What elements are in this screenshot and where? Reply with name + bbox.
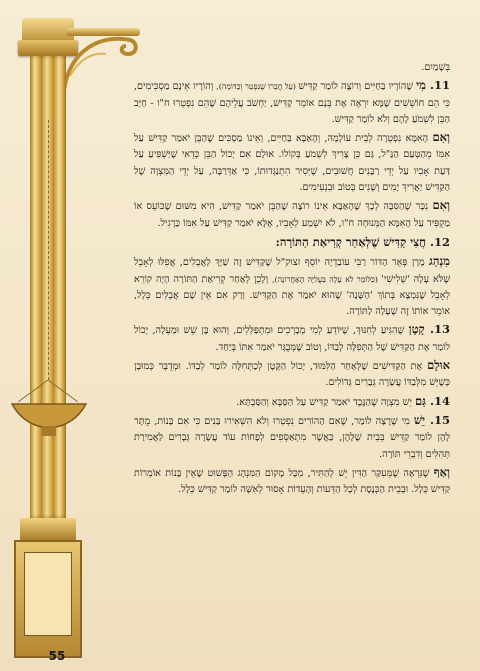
paragraph-text-continued: וְלָכֵן לְאַחַר קְרִיאַת הַתּוֹרָה הָיָה קוֹרֵא לְאָבֵל שֶׁנִּמְצָא בְּתוֹךְ 'הַשָּׁנָה' שֶׁהוּא יֹאמַר אֶת הַקַּדִּישׁ. וְרַק אִם אֵין שָׁם אֲבֵלִים כְּלָל, אוֹמֵר אוֹתוֹ זֶה שֶׁעָלָה לַתּוֹרָה. — [134, 273, 450, 318]
paragraph-11 — [134, 77, 450, 128]
paragraph-text: אֶת הַקַּדִּישִׁים שֶׁלְּאַחַר הַלִּמּוּד, יָכוֹל הַקָּטָן לְכַתְּחִלָּה לוֹמַר לְבַדּוֹ. וּמְדֻבָּר כְּמוּבָן כְּשֶׁיֵּשׁ מִלְּבַדּוֹ עֲשָׂרָה גְּבָרִים גְּדוֹלִים. — [134, 361, 450, 389]
oil-lamp-icon — [8, 380, 94, 440]
paragraph-lead: מִנְהַג — [429, 254, 450, 269]
paragraph-text: נִכָּר שֶׁהַסִּבָּה לְכָךְ שֶׁהָאַבָּא אֵינוֹ רוֹצֶה שֶׁהַבֵּן יֹאמַר קַדִּישׁ, הִיא מִשּׁוּם שֶׁכּוֹעֵס אוֹ מַקְפִּיד עַל הָאִמָּא הַמְּנוּחָה ח"ו, לֹא יִשְׁמַע לְאָבִיו, אֶלָּא יֹאמַר קַדִּישׁ עַל אִמּוֹ כָּרָגִיל. — [134, 201, 450, 229]
scroll-ornament — [60, 30, 140, 100]
column-base — [20, 518, 76, 542]
paragraph-text: שֶׁנִּרְאֶה שֶׁמֵּעִקַּר הַדִּין יֵשׁ לְהַתִּיר, מִכָּל מָקוֹם הַמִּנְהָג הַפָּשׁוּט שֶׁאֵין בָּנוֹת אוֹמְרוֹת קַדִּישׁ כְּלָל. וּבְבֵית הַכְּנֶסֶת לְכָל הַדֵּעוֹת וְהָעֵדוֹת אָסוּר לְאִשָּׁה לוֹמַר קַדִּישׁ כְּלָל. — [134, 467, 450, 496]
paragraph-custom-women — [134, 464, 450, 499]
paragraph-mother-deceased — [134, 129, 450, 196]
paragraph-lead: וְאַף — [433, 464, 450, 479]
paragraph-lead: וְאִם — [432, 198, 450, 213]
paragraph-custom — [134, 253, 450, 320]
paragraph-note: (עַל חֲבֵרוֹ שֶׁנִּפְטַר וְכַדּוֹמֶה), — [216, 82, 299, 92]
paragraph-continuation — [134, 60, 450, 76]
paragraph-father-angry — [134, 197, 450, 232]
section-heading-12: 12. חֲצִי קַדִּישׁ שֶׁלְּאַחַר קְרִיאַת הַתּוֹרָה: — [275, 234, 450, 249]
paragraph-lead: 11. מִי — [416, 78, 450, 93]
paragraph-lead: 13. קָטָן — [408, 322, 450, 337]
paragraph-13 — [134, 321, 450, 356]
paragraph-however — [134, 357, 450, 392]
paragraph-text: מִי שֶׁרָצָה לוֹמַר, שֶׁאִם הַהוֹרִים נִפְטְרוּ וְלֹא הִשְׁאִירוּ בָּנִים כִּי אִם בָּנוֹת, מֻתָּר לָהֶן לוֹמַר קַדִּישׁ בְּבֵית שֶׁלָּהֶן, כַּאֲשֶׁר מִתְאַסְּפִים לְפָחוֹת עוֹד עֲשָׂרָה גְּבָרִים לַאֲמִירַת תְּהִלִּים וְדִבְרֵי תּוֹרָה. — [134, 415, 450, 460]
paragraph-lead: 14. גַּם — [415, 393, 450, 408]
paragraph-note: (כִּלּוֹמַר לֹא עָלָה בַּעֲלִיָּה הָאַחֲרוֹנָה), — [272, 274, 382, 284]
text-block — [134, 60, 450, 666]
paragraph-lead: 15. יֵשׁ — [413, 412, 450, 427]
paragraph-text-continued: וְהוֹרָיו אֵינָם מַסְכִּימִים, כִּי הֵם חוֹשְׁשִׁים שֶׁמָּא יִרְאֶה אֶת בְּנָם אוֹמֵר קַדִּישׁ, יַחְשֹׁב עֲלֵיהֶם שֶׁהֵם נִפְטְרוּ ח"ו - חַיָּב הַבֵּן לִשְׁמֹעַ לָהֶם וְלֹא לוֹמַר קַדִּישׁ. — [134, 81, 450, 125]
paragraph-text: בְּשָׁמַיִם. — [421, 62, 450, 73]
plinth-panel — [24, 552, 72, 663]
decorative-column — [0, 0, 140, 671]
paragraph-15 — [134, 412, 450, 463]
paragraph-text: שֶׁהוֹרָיו בַּחַיִּים וְרוֹצֶה לוֹמַר קַדִּישׁ — [298, 81, 417, 93]
paragraph-text: שֶׁהִגִּיעַ לְחִנּוּךְ, שֶׁיּוֹדֵעַ לְמִי מְבָרְכִים וּמִתְפַּלְּלִים, וְהוּא בֶּן שֵׁשׁ וּמַעְלָה, יָכוֹל לוֹמַר אֶת הַקַּדִּישׁ שֶׁל הַתְּפִלָּה לְבַדּוֹ, וְטוֹב שֶׁמְּבֻגָּר יֹאמַר אִתּוֹ בְּיַחַד. — [134, 325, 450, 353]
paragraph-text: הָאִמָּא נִפְטְרָה לְבֵית עוֹלָמָהּ, וְהָאַבָּא בַּחַיִּים, וְאֵינוֹ מַסְכִּים שֶׁהַבֵּן יֹאמַר קַדִּישׁ עַל אִמּוֹ מֵהַטְּעַם הַנַּ"ל, גַּם כֵּן צָרִיךְ לִשְׁמֹעַ בְּקוֹלוֹ. אוּלָם אִם יָכוֹל הַבֵּן כְּדֵאי שֶׁיַּשְׁפִּיעַ עַל דַּעַת אָבִיו עַל יְדֵי רַבָּנִים חֲשׁוּבִים, שֶׁיְּסִיר הִתְנַגְּדוּתוֹ, כִּי אַדְּרַבָּה, עַל יְדֵי הַמִּצְוָה שֶׁל הַקַּדִּישׁ יַאֲרִיךְ יָמִים וְשָׁנִים בְּטוֹב וּבִנְעִימִים. — [134, 133, 450, 194]
paragraph-text: מָרָן פְּאֵר הַדּוֹר רַבִּי עוֹבַדְיָה יוֹסֵף זצוק"ל שֶׁקַּדִּישׁ זֶה שַׁיָּךְ לַאֲבֵלִים, אֲפִלּוּ לְאָבֵל שֶׁלֹּא עָלָה 'שְׁלִישִׁי' — [134, 257, 450, 285]
paragraph-lead: אוּלָם — [427, 358, 450, 373]
paragraph-lead: וְאִם — [432, 130, 450, 145]
paragraph-text: יֵשׁ מִצְוָה שֶׁהַנֶּכֶד יֹאמַר קַדִּישׁ עַל הַסַּבָּא וְהַסַּבְתָּא. — [236, 396, 415, 408]
page-number: 55 — [48, 649, 66, 663]
paragraph-14 — [134, 393, 450, 411]
column-plinth — [14, 540, 82, 663]
lamp-chain — [48, 120, 50, 380]
